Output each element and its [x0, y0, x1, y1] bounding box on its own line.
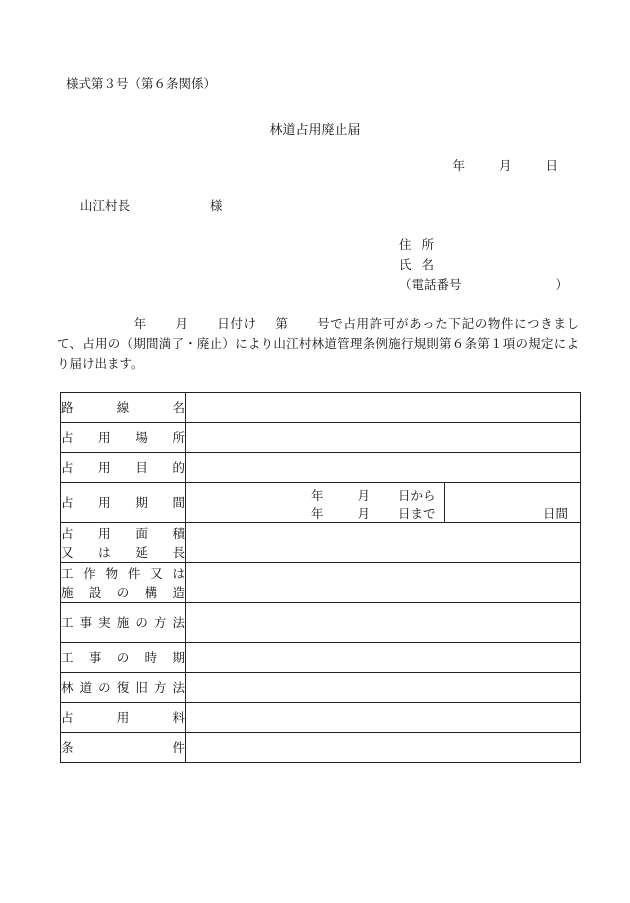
date-year: 年 [452, 158, 465, 173]
structure-label-2: 施 設 の 構 造 [61, 584, 185, 600]
table-row [61, 673, 581, 703]
period-divider [444, 483, 445, 522]
table-row [61, 393, 581, 423]
occupancy-purpose-label: 占 用 目 的 [61, 460, 185, 475]
conditions-label: 条 件 [61, 740, 185, 755]
phone-label: （電話番号 [399, 277, 462, 292]
table-row [61, 643, 581, 673]
construction-method-label: 工 事 実 施 の 方 法 [61, 615, 185, 630]
body-main-text: 号で占用許可があった下記の物件につきまして、占用の（期間満了・廃止）により山江村林道管理条例施行規則第６条第１項の規定により届け出ます。 [57, 316, 579, 371]
structure-value[interactable] [186, 563, 581, 603]
body-number-prefix: 第 [274, 316, 289, 331]
name-label: 氏名 [399, 257, 445, 272]
area-length-value[interactable] [186, 523, 581, 563]
phone-close: ） [555, 277, 569, 292]
occupancy-location-value[interactable] [186, 423, 581, 453]
route-name-label: 路 線 名 [61, 400, 185, 415]
body-year: 年 [133, 316, 147, 331]
restoration-method-value[interactable] [186, 673, 581, 703]
table-row [61, 603, 581, 643]
address-label: 住所 [399, 237, 445, 252]
area-label: 占 用 面 積 [61, 525, 185, 541]
occupancy-period-label: 占 用 期 間 [61, 495, 185, 510]
restoration-method-label: 林 道 の 復 旧 方 法 [61, 680, 185, 695]
table-row [61, 483, 581, 523]
addressee-honorific: 様 [210, 198, 223, 213]
table-row [61, 703, 581, 733]
occupancy-fee-value[interactable] [186, 703, 581, 733]
table-row [61, 423, 581, 453]
conditions-value[interactable] [186, 733, 581, 763]
body-day-dated: 日付け [216, 316, 257, 331]
submission-date [422, 156, 558, 174]
details-table [60, 392, 581, 763]
table-row [61, 733, 581, 763]
body-month: 月 [174, 316, 189, 331]
form-number: 様式第３号（第６条関係） [66, 76, 217, 91]
table-row [61, 523, 581, 563]
applicant-block [399, 235, 568, 295]
occupancy-location-label: 占 用 場 所 [61, 430, 185, 445]
period-until: 年 月 日まで [311, 506, 436, 521]
route-name-value[interactable] [186, 393, 581, 423]
construction-method-value[interactable] [186, 603, 581, 643]
notification-text [57, 314, 579, 374]
occupancy-purpose-value[interactable] [186, 453, 581, 483]
structure-label-1: 工 作 物 件 又 は [61, 565, 185, 581]
occupancy-period-value[interactable] [186, 483, 581, 523]
period-days: 日間 [542, 506, 568, 521]
date-day: 日 [545, 158, 558, 173]
addressee-name: 山江村長 [80, 198, 131, 213]
occupancy-fee-label: 占 用 料 [61, 710, 185, 725]
document-title: 林道占用廃止届 [269, 123, 361, 138]
table-row [61, 453, 581, 483]
length-label: 又 は 延 長 [61, 544, 185, 560]
construction-time-label: 工 事 の 時 期 [61, 650, 185, 665]
table-row [61, 563, 581, 603]
construction-time-value[interactable] [186, 643, 581, 673]
date-month: 月 [498, 158, 512, 173]
addressee [80, 196, 223, 214]
period-from: 年 月 日から [311, 488, 436, 503]
